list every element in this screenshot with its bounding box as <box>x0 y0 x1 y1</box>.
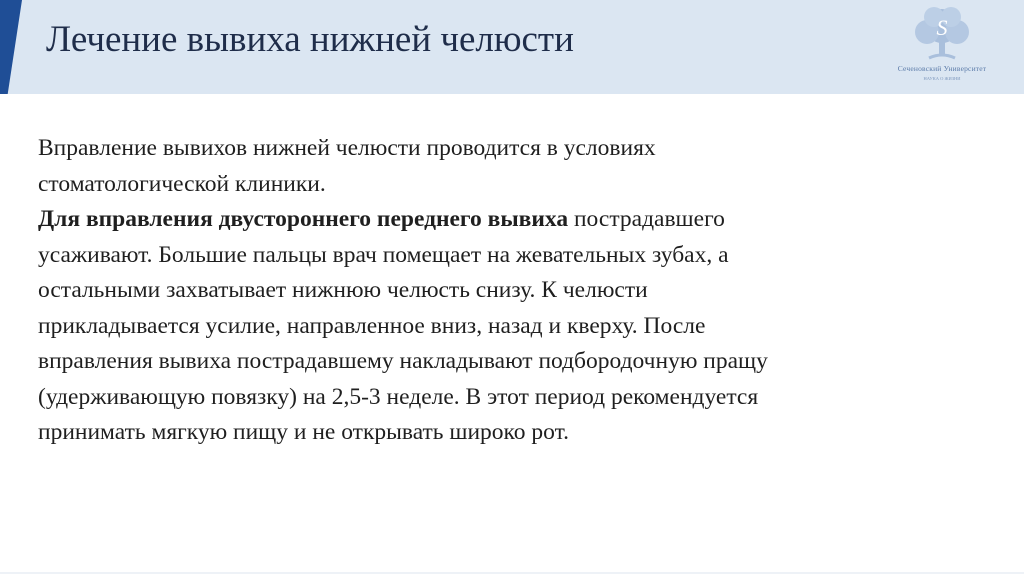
body-paragraph <box>38 131 938 451</box>
logo-tagline: НАУКА О ЖИЗНИ <box>923 76 961 81</box>
body-line: (удерживающую повязку) на 2,5-3 неделе. В этот период рекомендуется <box>38 383 759 410</box>
svg-text:S: S <box>936 15 948 40</box>
university-logo <box>872 4 1012 90</box>
header-band <box>0 0 1024 94</box>
tree-logo-icon <box>907 4 977 64</box>
body-line: остальными захватывает нижнюю челюсть снизу. К челюсти <box>38 277 648 303</box>
header-accent-stripe <box>0 0 22 94</box>
body-line: вправления вывиха пострадавшему накладывают подбородочную пращу <box>38 348 768 374</box>
logo-name: Сеченовский Университет <box>897 64 987 73</box>
body-line: стоматологической клиники. <box>38 170 326 197</box>
bold-phrase: Для вправления двустороннего переднего вывиха <box>38 206 569 232</box>
body-line: Вправление вывихов нижней челюсти проводится в условиях <box>38 135 656 161</box>
slide-title: Лечение вывиха нижней челюсти <box>46 19 574 60</box>
body-line-rest: пострадавшего <box>568 206 725 232</box>
body-line <box>38 202 938 238</box>
body-line: прикладывается усилие, направленное вниз, назад и кверху. После <box>38 312 706 339</box>
body-line: принимать мягкую пищу и не открывать широко рот. <box>38 419 569 445</box>
body-line: усаживают. Большие пальцы врач помещает на жевательных зубах, а <box>38 241 729 268</box>
